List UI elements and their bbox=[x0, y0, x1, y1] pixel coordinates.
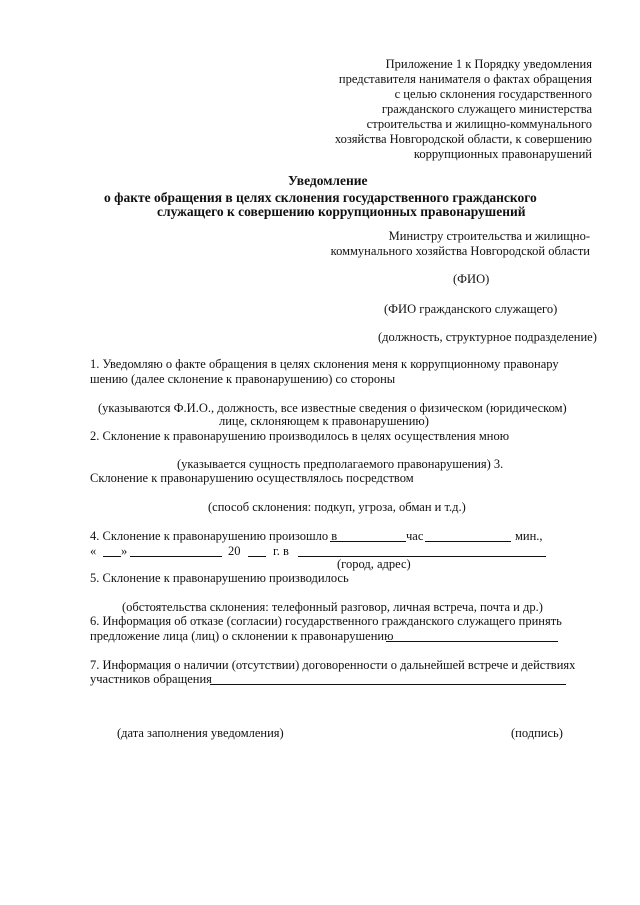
appendix-line: коррупционных правонарушений bbox=[413, 147, 592, 161]
document-subtitle-line2: служащего к совершению коррупционных правонарушений bbox=[157, 204, 526, 219]
position-caption: (должность, структурное подразделение) bbox=[378, 330, 597, 344]
item4-address-field[interactable] bbox=[298, 556, 546, 557]
addressee-line2: коммунального хозяйства Новгородской области bbox=[330, 244, 590, 258]
item7-line1: 7. Информация о наличии (отсутствии) договоренности о дальнейшей встрече и действиях bbox=[90, 658, 576, 672]
item4-hour-label: час bbox=[406, 529, 424, 543]
item4-day-field[interactable] bbox=[103, 556, 121, 557]
document-subtitle-line1: о факте обращения в целях склонения государственного гражданского bbox=[104, 190, 537, 205]
signature-caption: (подпись) bbox=[511, 726, 563, 740]
employee-fio-caption: (ФИО гражданского служащего) bbox=[384, 302, 558, 316]
item5-line1: 5. Склонение к правонарушению производилось bbox=[90, 571, 349, 585]
item4-minute-field[interactable] bbox=[425, 541, 511, 542]
item5-hint: (обстоятельства склонения: телефонный разговор, личная встреча, почта и др.) bbox=[122, 600, 543, 614]
appendix-line: представителя нанимателя о фактах обращения bbox=[338, 72, 592, 86]
item4-year-field[interactable] bbox=[248, 556, 266, 557]
item2-hint: (указывается сущность предполагаемого правонарушения) 3. bbox=[177, 457, 504, 471]
item4-minute-label: мин., bbox=[515, 529, 543, 543]
item4-hint: (город, адрес) bbox=[337, 557, 411, 571]
document-title: Уведомление bbox=[288, 173, 368, 188]
item1-line1: 1. Уведомляю о факте обращения в целях склонения меня к коррупционному правонару bbox=[90, 357, 559, 371]
item1-hint1: (указываются Ф.И.О., должность, все известные сведения о физическом (юридическом) bbox=[98, 401, 567, 415]
item7-answer-field[interactable] bbox=[210, 684, 566, 685]
item1-line2: шению (далее склонение к правонарушению) со стороны bbox=[90, 372, 396, 386]
item7-line2: участников обращения bbox=[90, 672, 212, 686]
item4-hour-field[interactable] bbox=[330, 541, 406, 542]
item6-answer-field[interactable] bbox=[386, 641, 558, 642]
appendix-line: с целью склонения государственного bbox=[394, 87, 592, 101]
appendix-line: гражданского служащего министерства bbox=[381, 102, 592, 116]
item3-hint: (способ склонения: подкуп, угроза, обман и т.д.) bbox=[208, 500, 466, 514]
appendix-line: строительства и жилищно-коммунального bbox=[366, 117, 592, 131]
addressee-line1: Министру строительства и жилищно- bbox=[388, 229, 590, 243]
date-caption: (дата заполнения уведомления) bbox=[117, 726, 284, 740]
appendix-line: Приложение 1 к Порядку уведомления bbox=[385, 57, 592, 71]
item6-line1: 6. Информация об отказе (согласии) государственного гражданского служащего принять bbox=[90, 614, 562, 628]
fio-caption: (ФИО) bbox=[453, 272, 490, 286]
item1-hint2: лице, склоняющем к правонарушению) bbox=[219, 414, 429, 428]
item4-line1: 4. Склонение к правонарушению произошло в bbox=[90, 529, 338, 543]
item4-year-prefix: 20 bbox=[228, 544, 241, 558]
item4-quote-close: » bbox=[121, 544, 128, 558]
item4-year-suffix: г. в bbox=[273, 544, 289, 558]
item4-month-field[interactable] bbox=[130, 556, 222, 557]
item6-line2: предложение лица (лиц) о склонении к правонарушению bbox=[90, 629, 394, 643]
appendix-line: хозяйства Новгородской области, к совершению bbox=[334, 132, 592, 146]
item4-quote-open: « bbox=[90, 544, 97, 558]
item2-line1: 2. Склонение к правонарушению производилось в целях осуществления мною bbox=[90, 429, 510, 443]
item3-line1: Склонение к правонарушению осуществлялось посредством bbox=[90, 471, 414, 485]
